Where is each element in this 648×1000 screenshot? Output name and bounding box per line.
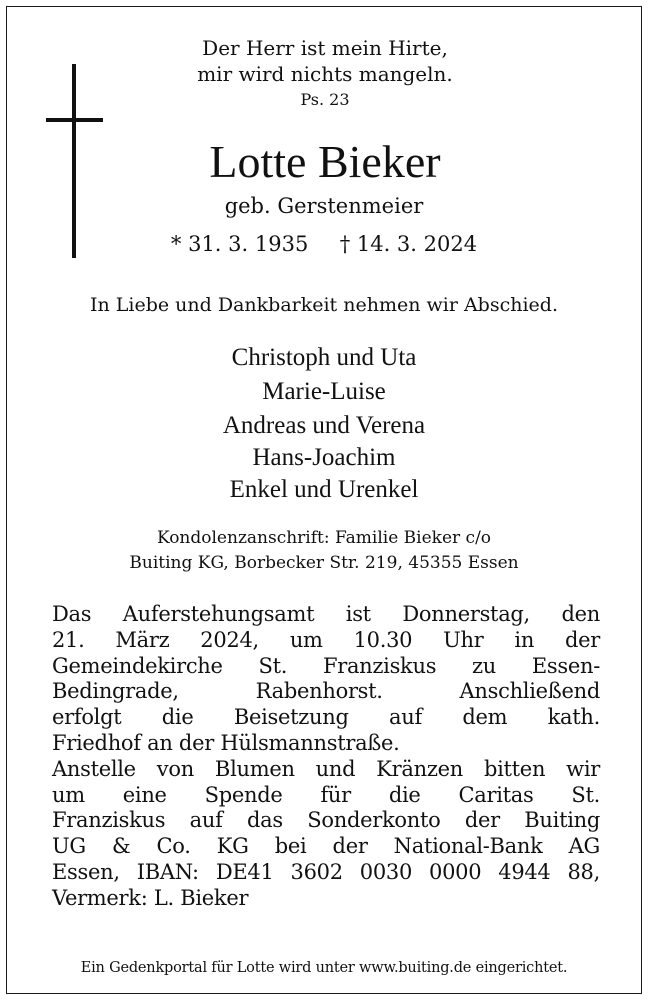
psalm-reference: Ps. 23 — [300, 90, 350, 109]
life-dates — [20, 232, 628, 256]
survivor-5: Enkel und Urenkel — [229, 476, 419, 503]
announcement-line: Bedingrade, Rabenhorst. Anschließend — [52, 679, 600, 704]
cross-icon-bar — [46, 118, 103, 122]
announcement-line: Gemeindekirche St. Franziskus zu Essen- — [52, 653, 600, 678]
announcement-line: Essen, IBAN: DE41 3602 0030 0000 4944 88, — [52, 859, 600, 884]
survivor-2: Marie-Luise — [262, 378, 386, 405]
psalm-line-1: Der Herr ist mein Hirte, — [202, 36, 448, 60]
announcement-line: Anstelle von Blumen und Kränzen bitten wir — [52, 756, 600, 781]
announcement-text — [52, 602, 600, 912]
condolence-line-2: Buiting KG, Borbecker Str. 219, 45355 Essen — [129, 553, 519, 573]
announcement-line: Vermerk: L. Bieker — [52, 885, 249, 910]
maiden-name: geb. Gerstenmeier — [224, 194, 424, 218]
cross-icon — [72, 64, 76, 258]
announcement-line: 21. März 2024, um 10.30 Uhr in der — [52, 627, 600, 652]
deceased-name: Lotte Bieker — [209, 136, 441, 187]
survivor-4: Hans-Joachim — [252, 444, 396, 471]
psalm-line-2: mir wird nichts mangeln. — [197, 62, 453, 86]
farewell-text: In Liebe und Dankbarkeit nehmen wir Abschied. — [90, 294, 558, 316]
announcement-line: UG & Co. KG bei der National-Bank AG — [52, 834, 600, 859]
birth-date: * 31. 3. 1935 — [170, 232, 309, 256]
death-date: † 14. 3. 2024 — [339, 232, 478, 256]
announcement-line: erfolgt die Beisetzung auf dem kath. — [52, 705, 600, 730]
survivor-1: Christoph und Uta — [231, 344, 417, 371]
announcement-line: Friedhof an der Hülsmannstraße. — [52, 730, 400, 755]
announcement-line: Das Auferstehungsamt ist Donnerstag, den — [52, 602, 600, 626]
announcement-line: Franziskus auf das Sonderkonto der Buiting — [52, 808, 600, 833]
announcement-line: um eine Spende für die Caritas St. — [52, 782, 600, 807]
condolence-line-1: Kondolenzanschrift: Familie Bieker c/o — [156, 528, 492, 548]
survivor-3: Andreas und Verena — [222, 412, 426, 439]
memorial-portal-note: Ein Gedenkportal für Lotte wird unter www.buiting.de eingerichtet. — [80, 960, 568, 976]
